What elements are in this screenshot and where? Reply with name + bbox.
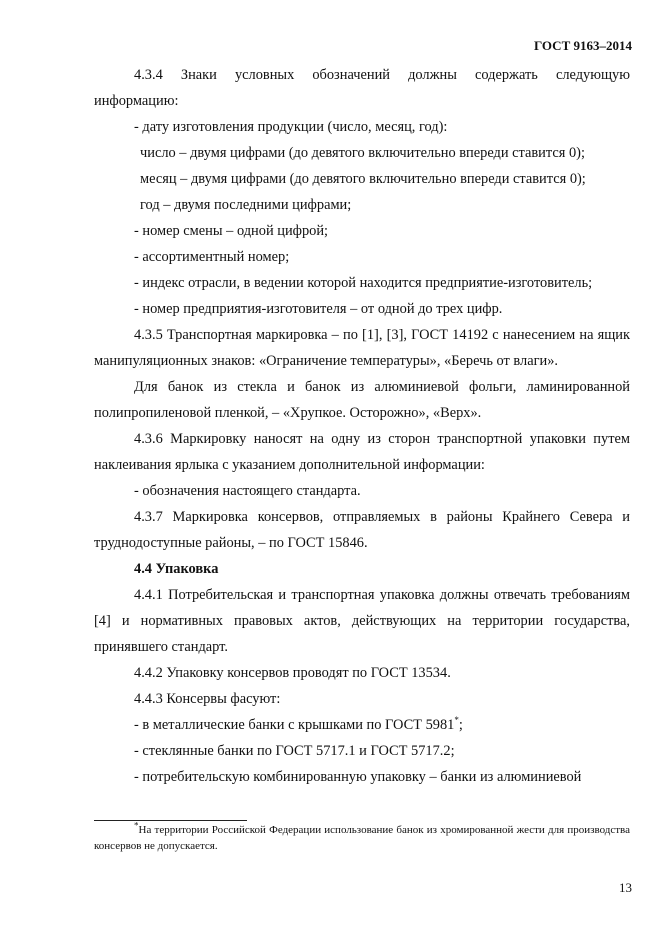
document-id-header: ГОСТ 9163–2014 (533, 38, 632, 53)
footnote-mark: * (134, 820, 139, 831)
footnote-separator (94, 820, 247, 821)
list-item-combined-packaging: - потребительскую комбинированную упаковку – банки из алюминиевой (134, 769, 582, 785)
paragraph-4-3-5-glass: Для банок из стекла и банок из алюминиевой фольги, ламинированной полипропиленовой пленкой, – «Хрупкое. Осторожно», «Верх». (94, 379, 630, 421)
footnote-text: На территории Российской Федерации использование банок из хромированной жести для производства консервов не допускается. (94, 824, 630, 852)
page-number: 13 (619, 880, 632, 895)
list-item-industry-index: - индекс отрасли, в ведении которой находится предприятие-изготовитель; (134, 275, 593, 291)
list-item-assortment-number: - ассортиментный номер; (134, 249, 290, 265)
paragraph-4-4-3: 4.4.3 Консервы фасуют: (134, 691, 281, 707)
list-item-production-date: - дату изготовления продукции (число, месяц, год): (134, 119, 448, 135)
page-body (94, 62, 630, 790)
metal-cans-end: ; (458, 717, 463, 733)
metal-cans-text: - в металлические банки с крышками по ГОСТ 5981 (134, 717, 455, 733)
list-item-shift-number: - номер смены – одной цифрой; (134, 223, 329, 239)
list-item-manufacturer-number: - номер предприятия-изготовителя – от одной до трех цифр. (134, 301, 503, 317)
paragraph-4-3-7: 4.3.7 Маркировка консервов, отправляемых в районы Крайнего Севера и труднодоступные районы, – по ГОСТ 15846. (94, 509, 630, 551)
list-subitem-month: месяц – двумя цифрами (до девятого включительно впереди ставится 0); (140, 171, 586, 187)
list-subitem-year: год – двумя последними цифрами; (140, 197, 352, 213)
list-item-standard-designation: - обозначения настоящего стандарта. (134, 483, 361, 499)
paragraph-4-3-5: 4.3.5 Транспортная маркировка – по [1], [3], ГОСТ 14192 с нанесением на ящик манипуляционных знаков: «Ограничение температуры», «Беречь от влаги». (94, 327, 630, 369)
paragraph-4-4-2: 4.4.2 Упаковку консервов проводят по ГОСТ 13534. (134, 665, 451, 681)
list-subitem-day: число – двумя цифрами (до девятого включительно впереди ставится 0); (140, 145, 585, 161)
paragraph-4-3-6: 4.3.6 Маркировку наносят на одну из сторон транспортной упаковки путем наклеивания ярлыка с указанием дополнительной информации: (94, 431, 630, 473)
paragraph-4-3-4: 4.3.4 Знаки условных обозначений должны содержать следующую информацию: (94, 67, 630, 109)
paragraph-4-4-1: 4.4.1 Потребительская и транспортная упаковка должны отвечать требованиям [4] и нормативных правовых актов, действующих на территории государства, принявшего стандарт. (94, 587, 630, 655)
footnote-reference-mark: * (454, 715, 459, 726)
list-item-glass-jars: - стеклянные банки по ГОСТ 5717.1 и ГОСТ 5717.2; (134, 743, 455, 759)
list-item-metal-cans (94, 712, 630, 738)
section-heading-4-4: 4.4 Упаковка (134, 561, 219, 577)
footnote (94, 822, 630, 854)
